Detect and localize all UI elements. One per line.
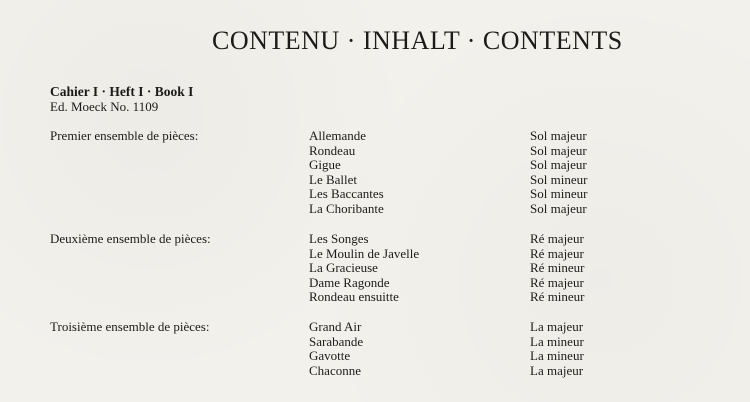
piece-title: Grand Air [309,319,362,334]
key-list [530,232,585,305]
piece-key: Sol majeur [530,142,587,158]
piece-title: Gigue [309,157,341,173]
piece-title: Rondeau ensuitte [309,289,399,305]
piece-key: La majeur [530,319,584,334]
piece-title: Chaconne [309,362,361,378]
piece-list [309,129,384,217]
piece-key: La mineur [530,333,584,349]
ensemble-label: Troisième ensemble de pièces: [50,319,210,334]
piece-key: Sol majeur [530,157,587,173]
piece-list [309,232,419,305]
piece-key: Sol mineur [530,186,588,202]
piece-key: Ré mineur [530,289,585,305]
key-list [530,320,584,378]
book-heading: Cahier I · Heft I · Book I [50,84,194,99]
piece-title: Gavotte [309,348,351,364]
piece-title: Rondeau [309,142,356,158]
piece-title: Dame Ragonde [309,274,390,290]
piece-key: Ré majeur [530,245,584,261]
key-list [530,129,587,217]
ensemble-label: Premier ensemble de pièces: [50,128,199,143]
piece-title: Allemande [309,128,367,143]
piece-key: Sol majeur [530,128,587,143]
piece-key: La mineur [530,348,584,364]
page-title: CONTENU · INHALT · CONTENTS [212,26,623,55]
piece-key: Ré mineur [530,260,585,276]
piece-key: La majeur [530,362,584,378]
piece-key: Ré majeur [530,231,584,246]
piece-title: La Choribante [309,200,384,216]
piece-key: Sol mineur [530,171,588,187]
piece-title: La Gracieuse [309,260,378,276]
ensemble-label: Deuxième ensemble de pièces: [50,231,211,246]
piece-title: Sarabande [309,333,364,349]
piece-title: Le Ballet [309,171,358,187]
piece-key: Ré majeur [530,274,584,290]
piece-title: Le Moulin de Javelle [309,245,420,261]
piece-title: Les Baccantes [309,186,384,202]
piece-list [309,320,363,378]
piece-key: Sol majeur [530,200,587,216]
edition-number: Ed. Moeck No. 1109 [50,99,159,114]
piece-title: Les Songes [309,231,369,246]
